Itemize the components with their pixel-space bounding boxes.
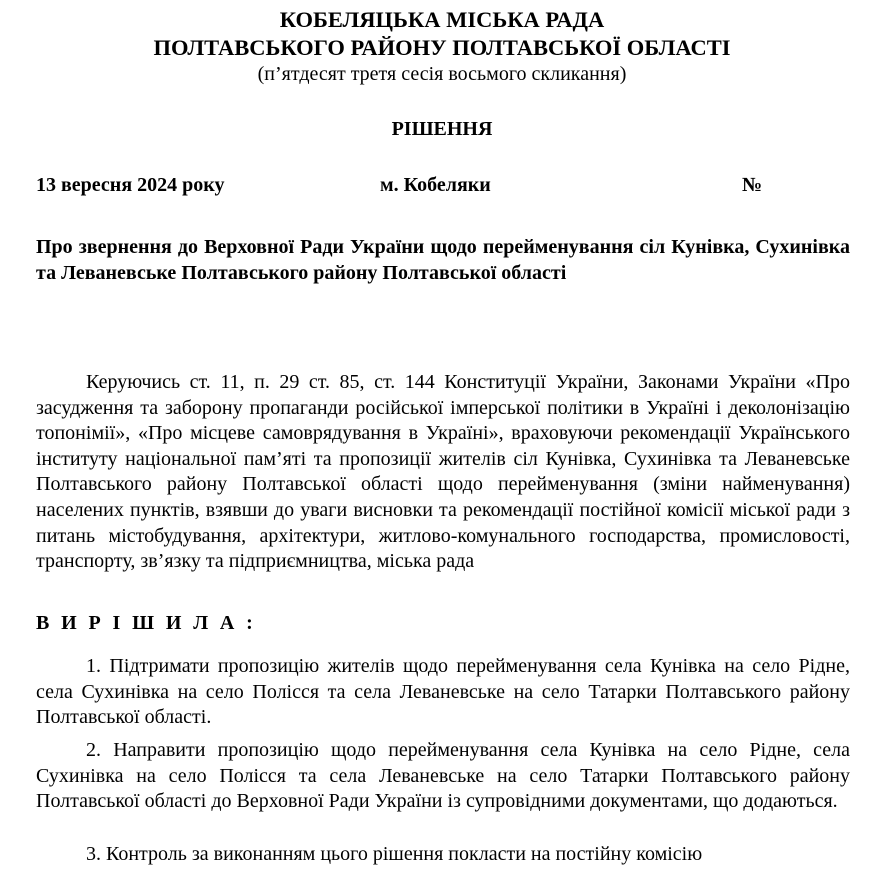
document-subject: Про звернення до Верховної Ради України щодо перейменування сіл Кунівка, Сухинівка та Леваневське Полтавського району Полтавської області xyxy=(36,236,850,284)
document-meta xyxy=(36,172,848,198)
preamble-paragraph: Керуючись ст. 11, п. 29 ст. 85, ст. 144 Конституції України, Законами України «Про засудження та заборону пропаганди російської імперської політики в Україні і деколонізацію топонімії», «Про місцеве самоврядування в Україні», враховуючи рекомендації Українського інституту національної пам’яті та пропозиції жителів сіл Кунівка, Сухинівка та Леваневське Полтавського району Полтавської області щодо перейменування (зміни найменування) населених пунктів, взявши до уваги висновки та рекомендації постійної комісії міської ради з питань містобудування, архітектури, житлово-комунального господарства, промисловості, транспорту, зв’язку та підприємництва, міська рада xyxy=(36,371,850,573)
resolved-heading: В И Р І Ш И Л А : xyxy=(36,612,257,634)
resolution-item-2: 2. Направити пропозицію щодо перейменування села Кунівка на село Рідне, села Сухинівка на село Полісся та села Леваневське на село Татарки Полтавського району Полтавської області до Верховної Ради України із супровідними документами, що додаються. xyxy=(36,739,850,813)
document-date: 13 вересня 2024 року xyxy=(36,174,225,196)
document-city: м. Кобеляки xyxy=(380,174,491,196)
document-title: РІШЕННЯ xyxy=(391,118,493,140)
resolution-item-1: 1. Підтримати пропозицію жителів щодо перейменування села Кунівка на село Рідне, села Сухинівка на село Полісся та села Леваневське на село Татарки Полтавського району Полтавської області. xyxy=(36,655,850,729)
council-district: ПОЛТАВСЬКОГО РАЙОНУ ПОЛТАВСЬКОЇ ОБЛАСТІ xyxy=(153,35,731,60)
resolution-item-3: 3. Контроль за виконанням цього рішення покласти на постійну комісію xyxy=(86,843,703,865)
document-number: № xyxy=(742,174,763,196)
session-info: (п’ятдесят третя сесія восьмого скликання) xyxy=(257,63,627,85)
council-name: КОБЕЛЯЦЬКА МІСЬКА РАДА xyxy=(279,7,605,32)
